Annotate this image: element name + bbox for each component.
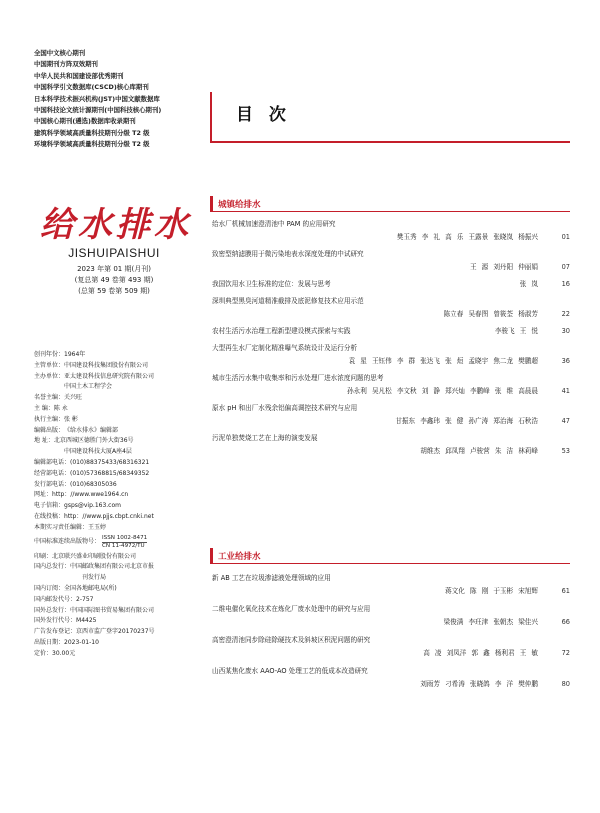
section-title: 城镇给排水	[218, 200, 261, 210]
entry-authors: 袁 星 王钰伟 李 群 张达飞 张 烜 孟晓宇 焦二龙 樊鹏超	[348, 357, 538, 365]
info-row: 主管单位： 中国建设科技集团股份有限公司	[34, 361, 149, 369]
entry-page: 36	[561, 357, 570, 365]
entry-title: 大型再生水厂定制化精准曝气系统设计及运行分析	[212, 344, 358, 352]
entry-page: 66	[561, 618, 570, 626]
info-row: 名誉主编： 关兴旺	[34, 394, 83, 402]
info-row: 经营部电话： (010)57368815/68349352	[34, 469, 150, 477]
title-rule	[210, 141, 570, 143]
entry-page: 61	[561, 587, 570, 595]
entry-title: 深圳典型黑臭河道精准截排及底泥修复技术应用示范	[212, 297, 364, 305]
info-row: 主办单位： 亚太建设科技信息研究院有限公司	[34, 372, 155, 380]
entry-title: 致密型纳滤膜用于微污染地表水深度处理的中试研究	[212, 250, 364, 258]
entry-authors: 高 凌 刘凤洋 郭 鑫 杨利君 王 敏	[423, 649, 538, 657]
serial-number-row: 中国标准连续出版物号： ISSN 1002-8471 CN 11-4972/TU	[34, 535, 148, 550]
info-continuation: 中国土木工程学会	[64, 383, 113, 391]
toc-column	[210, 0, 570, 813]
info-row: 国内订阅： 全国各地邮电局(所)	[34, 584, 117, 592]
entry-authors: 蒋文化 陈 刚 于玉彬 宋旭辉	[445, 587, 538, 595]
entry-authors: 梁俊满 李玨津 张朝杰 梁佳兴	[443, 618, 538, 626]
info-row: 国外发行代号： M4425	[34, 617, 97, 625]
toc-entry[interactable]	[210, 603, 570, 629]
toc-entry[interactable]	[210, 278, 570, 291]
section-accent-bar	[210, 548, 213, 564]
entry-page: 01	[561, 233, 570, 241]
toc-entry[interactable]	[210, 432, 570, 458]
info-row: 地 址： 北京西城区德胜门外大街36号	[34, 437, 134, 445]
entry-title: 农村生活污水治理工程新型建设模式探索与实践	[212, 327, 351, 335]
entry-authors: 刘雨芳 刁希涛 张晓鸽 李 洋 樊仲鹏	[420, 680, 538, 688]
toc-entry[interactable]	[210, 248, 570, 274]
indexing-item: 中华人民共和国建设部优秀期刊	[34, 71, 124, 80]
journal-pinyin: JISHUIPAISHUI	[68, 246, 160, 260]
entry-authors: 陈立春 吴春图 曾筱荃 杨淑芳	[443, 310, 538, 318]
info-row: 编辑部电话： (010)88375433/68316321	[34, 458, 150, 466]
entry-title: 城市生活污水集中收集率和污水处理厂进水浓度问题的思考	[212, 374, 384, 382]
entry-authors: 王 源 刘丹阳 仲丽娟	[469, 263, 538, 271]
info-row: 编辑出版： 《给水排水》编辑部	[34, 426, 119, 434]
info-row: 主 编： 陈 永	[34, 404, 68, 412]
info-row: 发行部电话： (010)68305036	[34, 480, 117, 488]
entry-title: 原水 pH 和出厂水残余铝偏高调控技术研究与应用	[212, 404, 358, 412]
section-header	[210, 548, 570, 564]
entry-title: 给水厂机械加速澄清池中 PAM 的应用研究	[212, 220, 336, 228]
indexing-item: 全国中文核心期刊	[34, 49, 86, 57]
toc-title: 目 次	[236, 105, 291, 125]
entry-authors: 孙永利 吴凡松 李文秋 刘 静 郑兴灿 李鹏峰 张 维 高晨晨	[347, 387, 538, 395]
toc-entry[interactable]	[210, 372, 570, 398]
entry-title: 二维电催化氧化技术在炼化厂废水处理中的研究与应用	[212, 605, 371, 613]
info-continuation: 刊发行局	[82, 574, 107, 582]
issue-info	[34, 264, 194, 297]
entry-title: 我国饮用水卫生标准的定位：发展与思考	[212, 280, 331, 288]
info-row: 印刷： 北京联兴盛业印刷股份有限公司	[34, 552, 137, 560]
journal-logo	[34, 200, 194, 244]
toc-entry[interactable]	[210, 634, 570, 660]
indexing-item: 环境科学领域高质量科技期刊分级 T2 级	[34, 140, 150, 149]
info-row: 电子信箱： gsps@vip.163.com	[34, 502, 121, 510]
entry-title: 高密澄清池同步除硅除硬技术及斜坡区积泥问题的研究	[212, 636, 371, 644]
entry-authors: 甘振东 李鑫玮 张 健 孙广涛 郑治海 石秋浩	[395, 417, 538, 425]
issue-line: (总第 59 卷第 509 期)	[78, 287, 150, 295]
issue-line: (复总第 49 卷第 493 期)	[74, 276, 154, 284]
entry-authors: 胡维杰 邱凤翔 卢骏营 朱 洁 林莉峰	[420, 447, 538, 455]
entry-page: 47	[561, 417, 570, 425]
info-row: 在线投稿： http：//www.pjjs.cbpt.cnki.net	[34, 512, 154, 520]
toc-entry[interactable]	[210, 295, 570, 321]
indexing-item: 中国期刊方阵双效期刊	[34, 60, 98, 69]
entry-title: 山西某焦化废水 AAO-AO 处理工艺的低成本改造研究	[212, 667, 368, 675]
entry-authors: 张 岚	[519, 280, 538, 288]
toc-entry[interactable]	[210, 665, 570, 691]
indexing-item: 建筑科学领域高质量科技期刊分级 T2 级	[34, 128, 150, 137]
info-row: 创刊年份： 1964年	[34, 351, 86, 358]
indexing-item: 日本科学技术振兴机构(JST)中国文献数据库	[34, 94, 160, 103]
info-row: 网址： http：//www.wwe1964.cn	[34, 491, 129, 499]
info-row: 本期实习责任编辑： 王玉婷	[34, 523, 107, 531]
entry-page: 41	[561, 387, 570, 395]
info-continuation: 中国建设科技大厦A座4层	[64, 448, 132, 456]
toc-entry[interactable]	[210, 402, 570, 428]
indexing-list	[34, 48, 202, 151]
toc-entry[interactable]	[210, 572, 570, 598]
toc-section	[210, 548, 570, 691]
entry-title: 污泥单独焚烧工艺在上海的演变发展	[212, 434, 318, 442]
info-row: 广告发布登记： 京西市监广登字20170237号	[34, 628, 155, 636]
toc-entry[interactable]	[210, 325, 570, 338]
journal-logo-text: 给水排水	[40, 205, 192, 244]
entry-title: 新 AB 工艺在垃圾渗滤液处理领域的应用	[212, 574, 331, 582]
entry-page: 30	[561, 327, 570, 335]
info-row: 国内总发行： 中国邮政集团有限公司北京市报	[34, 563, 155, 571]
indexing-item: 中国核心期刊(遴选)数据库收录期刊	[34, 117, 136, 126]
entry-page: 53	[561, 447, 570, 455]
info-row: 国内邮发代号： 2-757	[34, 595, 94, 603]
entry-authors: 樊玉秀 李 礼 高 乐 王露景 张晓岚 杨振兴	[396, 233, 538, 241]
publication-info	[34, 350, 206, 660]
cn-number: CN 11-4972/TU	[102, 543, 145, 550]
section-header	[210, 196, 570, 212]
toc-entry[interactable]	[210, 218, 570, 244]
info-row: 国外总发行： 中国国际图书贸易集团有限公司	[34, 606, 155, 614]
indexing-item: 中国科技论文统计源期刊(中国科技核心期刊)	[34, 106, 162, 115]
title-accent-bar	[210, 92, 212, 142]
entry-page: 80	[561, 680, 570, 688]
entry-authors: 李骏飞 王 悦	[494, 327, 538, 335]
entry-page: 22	[561, 310, 570, 318]
entry-page: 07	[561, 263, 570, 271]
entry-page: 72	[561, 649, 570, 657]
issue-line: 2023 年第 01 期(月刊)	[77, 265, 151, 273]
section-title: 工业给排水	[218, 552, 261, 562]
info-row: 出版日期： 2023-01-10	[34, 638, 99, 646]
toc-section	[210, 196, 570, 458]
entry-page: 16	[561, 280, 570, 288]
indexing-item: 中国科学引文数据库(CSCD)核心库期刊	[34, 83, 149, 92]
toc-entry[interactable]	[210, 342, 570, 368]
left-column	[34, 0, 202, 813]
info-row: 定价： 30.00元	[34, 649, 76, 657]
info-row: 执行主编： 张 彬	[34, 415, 78, 423]
issn: ISSN 1002-8471	[102, 535, 148, 542]
issn-cn-box	[102, 535, 147, 550]
section-accent-bar	[210, 196, 213, 212]
